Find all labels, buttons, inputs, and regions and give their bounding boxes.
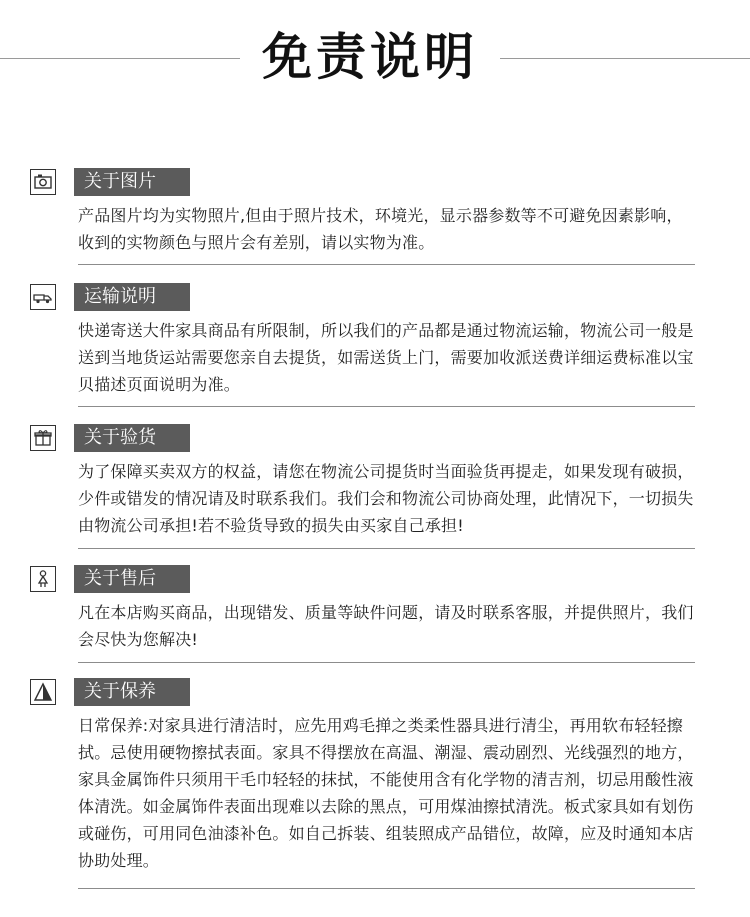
person-icon bbox=[30, 566, 56, 592]
section-about-images bbox=[30, 168, 695, 256]
truck-icon bbox=[30, 284, 56, 310]
section-header bbox=[30, 283, 695, 311]
section-after-sales bbox=[30, 565, 695, 653]
section-text: 为了保障买卖双方的权益，请您在物流公司提货时当面验货再提走，如果发现有破损，少件或错发的情况请及时联系我们。我们会和物流公司协商处理，此情况下，一切损失由物流公司承担!若不验货导致的损失由买家自己承担! bbox=[78, 462, 694, 535]
section-header bbox=[30, 424, 695, 452]
section-label: 关于验货 bbox=[74, 424, 190, 452]
section-label: 关于保养 bbox=[74, 678, 190, 706]
section-header bbox=[30, 168, 695, 196]
section-divider bbox=[78, 406, 695, 407]
section-divider bbox=[78, 662, 695, 663]
camera-icon bbox=[30, 169, 56, 195]
title-row bbox=[0, 22, 750, 92]
section-label: 运输说明 bbox=[74, 283, 190, 311]
section-text: 产品图片均为实物照片,但由于照片技术，环境光，显示器参数等不可避免因素影响，收到的实物颜色与照片会有差别，请以实物为准。 bbox=[78, 206, 683, 252]
title-divider-right bbox=[500, 58, 750, 59]
title-divider-left bbox=[0, 58, 240, 59]
section-header bbox=[30, 565, 695, 593]
warning-triangle-icon bbox=[30, 679, 56, 705]
section-text: 日常保养:对家具进行清洁时，应先用鸡毛掸之类柔性器具进行清尘，再用软布轻轻擦拭。忌使用硬物擦拭表面。家具不得摆放在高温、潮湿、震动剧烈、光线强烈的地方，家具金属饰件只须用干毛巾轻轻的抹拭，不能使用含有化学物的清吉剂，切忌用酸性液体清洗。如金属饰件表面出现难以去除的黑点，可用煤油擦拭清洗。板式家具如有划伤或碰伤，可用同色油漆补色。如自己拆装、组装照成产品错位，故障，应及时通知本店协助处理。 bbox=[78, 716, 694, 870]
section-label: 关于图片 bbox=[74, 168, 190, 196]
section-inspection bbox=[30, 424, 695, 539]
section-shipping bbox=[30, 283, 695, 398]
section-text: 凡在本店购买商品，出现错发、质量等缺件问题，请及时联系客服，并提供照片，我们会尽快为您解决! bbox=[78, 603, 694, 649]
section-text: 快递寄送大件家具商品有所限制，所以我们的产品都是通过物流运输，物流公司一般是送到当地货运站需要您亲自去提货，如需送货上门，需要加收派送费详细运费标准以宝贝描述页面说明为准。 bbox=[78, 321, 694, 394]
gift-box-icon bbox=[30, 425, 56, 451]
section-header bbox=[30, 678, 695, 706]
section-maintenance bbox=[30, 678, 695, 874]
section-divider bbox=[78, 888, 695, 889]
section-divider bbox=[78, 548, 695, 549]
section-divider bbox=[78, 264, 695, 265]
page-title: 免责说明 bbox=[262, 28, 478, 86]
section-label: 关于售后 bbox=[74, 565, 190, 593]
